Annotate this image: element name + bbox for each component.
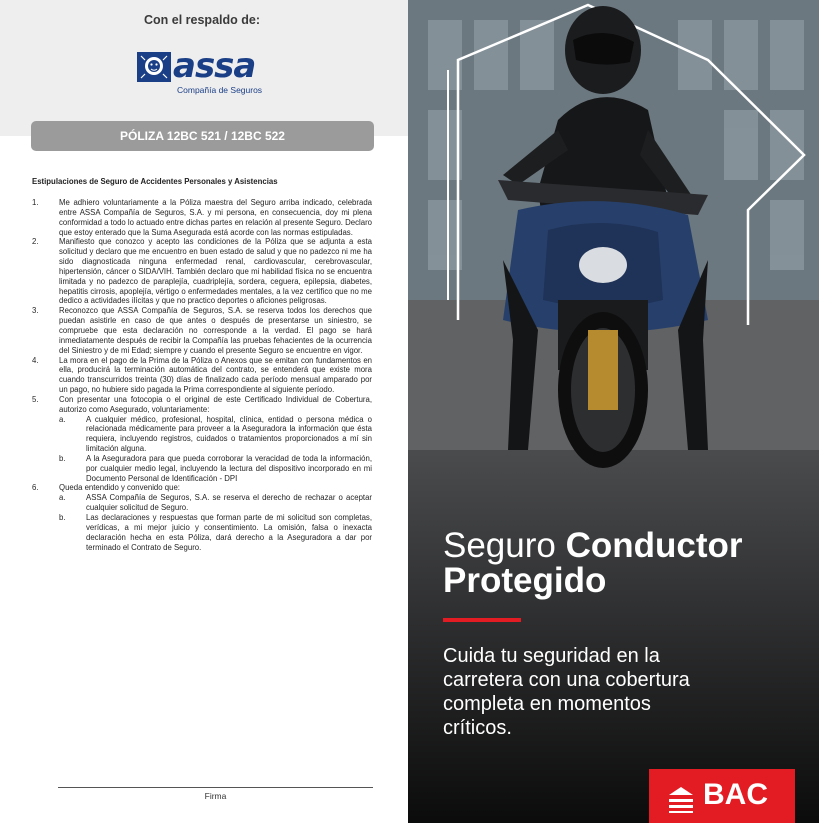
assa-logo [137,46,271,98]
subclause-text: Las declaraciones y respuestas que forman parte de mi solicitud son completas, verídicas, a mi mejor juicio y consentimiento. La omisión, falsa o inexacta declaración hecha en esta Póliza, dará derecho a la Aseguradora a dar por terminado el Contrato de Seguro. [86,513,372,552]
terms-title: Estipulaciones de Seguro de Accidentes Personales y Asistencias [32,177,278,186]
clause-number: 6. [32,483,39,493]
clause-text: Manifiesto que conozco y acepto las condiciones de la Póliza que se adjunta a esta solicitud y declaro que me encuentro en buen estado de salud y que no padezco ni me ha sido diagnosticada ninguna enfermedad renal, cardiovascular, cerebrovascular, hipertensión, cáncer o SIDA/VIH. También declaro que mi habilidad física no se encuentra limitada y no padezco de paraplejía, cuadriplejía, sordera, ceguera, epilepsia, diabetes, hepatitis cirrosis, apoplejía, vértigo o enfermedades mentales, a la vez certifico que no me dedico a actividades ilícitas y que no practico deportes o aficiones peligrosas. [59,237,372,306]
subclause-text: A cualquier médico, profesional, hospital, clínica, entidad o persona médica o relacionada médicamente para proveer a la Aseguradora la información que ésta requiera, incluyendo registros, cuidados o tratamientos proporcionados a mí sin limitación alguna. [86,414,372,454]
bac-logo [649,769,795,823]
tagline: Cuida tu seguridad en la carretera con una cobertura completa en momentos críticos. [443,645,690,739]
signature-label: Firma [204,791,227,801]
bac-wordmark: BAC [703,778,768,811]
policy-number-bar: PÓLIZA 12BC 521 / 12BC 522 [31,121,374,151]
headline-light: Seguro [443,526,566,565]
clause-number: 2. [32,237,39,247]
clause-text: La mora en el pago de la Prima de la Póliza o Anexos que se emitan con fundamentos en ella, producirá la terminación automática del contrato, se entenderá que existe mora cuando transcurridos treinta (30) días de finalizado cada período mensual amparado por un pago, no hubiere sido pagada la Prima correspondiente al siguiente período. [59,355,372,395]
assa-subtitle: Compañía de Seguros [177,85,263,95]
clause-item [32,306,372,355]
subclause-item [59,493,372,513]
headline-bold-1: Conductor [565,526,743,565]
headline-bold-2: Protegido [443,561,607,600]
subclause-letter: b. [59,513,66,522]
clause-item [32,356,372,395]
subclause-item [59,454,372,484]
assa-wordmark: assa [173,46,256,86]
header-band [0,0,408,136]
clause-list [32,198,372,552]
endorsement-text: Con el respaldo de: [144,13,260,27]
bac-stripes-icon [669,785,699,813]
subclause-letter: b. [59,453,66,463]
clause-number: 3. [32,306,39,316]
subclause-item [59,513,372,552]
promo-panel [408,0,819,823]
clause-text: Reconozco que ASSA Compañía de Seguros, S.A. se reserva todos los derechos que puedan asistirle en caso de que antes o después de presentarse un siniestro, se compruebe que esta declaración no corresponde a la verdad. El pago se hará inmediatamente después de recibir la Compañía las pruebas fehacientes de la ocurrencia del Siniestro y de mi Edad; siempre y cuando el presente Seguro se encuentre en vigor. [59,306,372,355]
subclause-text: A la Aseguradora para que pueda corroborar la veracidad de toda la información, por cualquier medio legal, incluyendo la lectura del dispositivo incorporado en mi Documento Personal de Identificación - DPI [86,453,372,483]
clause-item [32,483,372,552]
accent-divider [443,618,521,622]
clause-item [32,198,372,237]
clause-text: Me adhiero voluntariamente a la Póliza maestra del Seguro arriba indicado, celebrada entre ASSA Compañía de Seguros, S.A. y mi persona, en consecuencia, doy mi plena conformidad a todo lo actuado entre dichas partes en relación al presente Seguro. Declaro que estoy enterado que la Suma Asegurada está acorde con las normas estipuladas. [59,198,372,237]
subclause-item [59,415,372,454]
policy-terms-panel [0,0,408,823]
clause-text: Con presentar una fotocopia o el original de este Certificado Individual de Cobertura, autorizo como Asegurado, voluntariamente: [59,394,372,414]
subclause-text: ASSA Compañía de Seguros, S.A. se reserva el derecho de rechazar o aceptar cualquier solicitud de Seguro. [86,493,372,513]
signature-line [58,787,373,788]
subclause-letter: a. [59,493,66,503]
clause-text: Queda entendido y convenido que: [59,483,180,493]
subclause-letter: a. [59,414,66,424]
clause-number: 4. [32,355,39,365]
clause-item [32,237,372,306]
headline [443,528,813,598]
clause-number: 5. [32,394,39,404]
lion-icon [137,52,171,82]
clause-item [32,395,372,484]
clause-number: 1. [32,198,39,207]
